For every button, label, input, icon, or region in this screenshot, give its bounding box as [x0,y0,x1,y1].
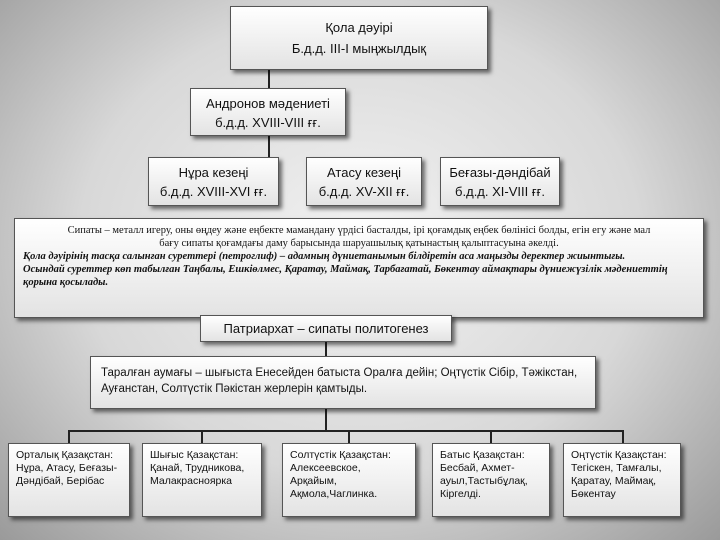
period-dates: б.д.д. XVIII-XVI ғғ. [159,184,268,199]
features-line-2: бағу сипаты қоғамдағы даму барысында шаруашылық қатынастың қалыптасуына әкелді. [159,238,559,249]
patriarchy-text: Патриархат – сипаты политогенез [223,321,429,336]
region-sites: Қанай, Трудникова, Малакрасноярка [150,462,245,487]
region-sites: Тегіскен, Тамғалы, Қаратау, Маймақ, Бөкентау [571,462,662,500]
region-sites: Алексеевское, Арқайым, Ақмола,Чаглинка. [290,462,378,500]
connector-region-east [201,430,203,443]
region-box-central [8,443,130,517]
connector-top-to-andronov [268,70,270,88]
connector-patriarchy-to-territory [325,342,327,356]
region-title: Оңтүстік Қазақстан: [571,449,667,461]
period-box-nura [148,157,279,206]
connector-regions-bus [68,430,624,432]
period-box-atasu [306,157,422,206]
bronze-age-title: Қола дәуірі [325,20,393,35]
region-sites: Нұра, Атасу, Беғазы-Дәндібай, Берібас [16,462,118,487]
region-title: Солтүстік Қазақстан: [290,449,391,461]
connector-region-north [348,430,350,443]
period-dates: б.д.д. XV-XII ғғ. [318,184,410,199]
period-title: Нұра кезеңі [178,165,249,180]
region-box-north [282,443,416,517]
region-box-south [563,443,681,517]
region-title: Шығыс Қазақстан: [150,449,239,461]
region-title: Батыс Қазақстан: [440,449,525,461]
region-title: Орталық Қазақстан: [16,449,114,461]
patriarchy-box [200,315,452,342]
connector-andronov-to-periods [268,136,270,157]
period-title: Атасу кезеңі [327,165,401,180]
features-sites-text: Осындай суреттер көп табылған Таңбалы, Ешкіөлмес, Қаратау, Маймақ, Тарбағатай, Бөкентау аймақтары дүниежүзілік мәдениеттің қорына қосылады. [23,264,668,288]
region-box-east [142,443,262,517]
andronov-dates: б.д.д. XVIII-VIII ғғ. [215,115,321,130]
region-box-west [432,443,550,517]
period-box-begazy [440,157,560,206]
connector-territory-to-regions [325,409,327,431]
bronze-age-dates: Б.д.д. III-I мыңжылдық [291,41,427,56]
bronze-age-box [230,6,488,70]
territory-box [90,356,596,409]
connector-region-west [490,430,492,443]
andronov-title: Андронов мәдениеті [206,96,330,111]
features-box [14,218,704,318]
period-dates: б.д.д. XI-VIII ғғ. [455,184,545,199]
territory-text: Таралған аумағы – шығыста Енесейден батыста Оралға дейін; Оңтүстік Сібір, Тәжікстан, Ауғанстан, Солтүстік Пәкістан жерлерін қамтыды. [101,367,578,395]
andronov-culture-box [190,88,346,136]
features-petroglyph-text: Қола дәуірінің тасқа салынған суреттері (петроглиф) – адамның дүниетанымын білдіретін аса маңызды деректер жиынтығы. [23,251,626,262]
region-sites: Бесбай, Ахмет-ауыл,Тастыбұлақ, Кіргелді. [440,462,528,500]
connector-region-central [68,430,70,443]
connector-region-south [622,430,624,443]
period-title: Беғазы-дәндібай [449,165,551,180]
features-line-1: Сипаты – металл игеру, оны өңдеу және еңбекте мамандану үрдісі басталды, ірі қоғамдық еңбек бөлінісі болды, егін егу және мал [67,225,651,236]
